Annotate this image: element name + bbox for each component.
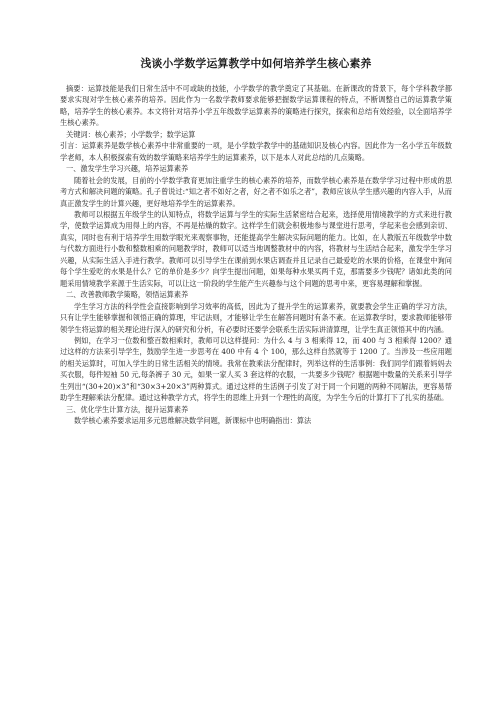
paragraph: 例如，在学习一位数和整百数相乘时，教师可以这样提问：为什么 4 与 3 相乘得 12，而 400 与 3 相乘得 1200？通过这样的方法来引导学生，鼓励学生进一步思考在 400 中有 4 个 100，那么这样自然就等于 1200 了。当涉及一些应用题的相关运算时，可加入学生的日常生活相关的情境。我常在教乘法分配律时，列举这样的生活事例：我们同学们跟着妈妈去买衣服，每件短袖 50 元,每条裤子 30 元，如果一家人买 3 套这样的衣服，一共要多少钱呢？根据题中数量的关系来引导学生列出“(30+20)×3”和“30×3+20×3”两种算式。通过这样的生活例子引发了对于同一个问题的两种不同解法，更容易帮助学生理解乘法分配律。通过这种教学方式，将学生的思维上升到一个理性的高度，为学生今后的计算打下了扎实的基础。: [60, 335, 452, 403]
paragraph: 关键词：核心素养；小学数学；数学运算: [66, 129, 196, 139]
paragraph: 摘要：运算技能是我们日常生活中不可或缺的技能，小学数学的教学奠定了其基础。在新课改的背景下，每个学科教学都要求实现对学生核心素养的培养。因此作为一名数学教师要求能够把握数学运算课程的特点，不断调整自己的运算教学策略，培养学生的核心素养。本文将针对培养小学五年级数学运算素养的策略进行探究，探索和总结有效经验，以全面培养学生核心素养。: [60, 84, 452, 128]
document-title: 浅谈小学数学运算教学中如何培养学生核心素养: [140, 57, 372, 70]
paragraph: 随着社会的发展，目前的小学数学教育更加注重学生的核心素养的培养，而数学核心素养是在数学学习过程中形成的思考方式和解决问题的策略。孔子曾说过:“知之者不如好之者，好之者不如乐之者”，教师应该从学生感兴趣的内容入手，从而真正激发学生的计算兴趣，更好地培养学生的运算素养。: [60, 175, 452, 208]
paragraph: 引言：运算素养是数学核心素养中非常重要的一项，是小学数学教学中的基础知识及核心内容。因此作为一名小学五年级数学老师，本人积极探索有效的数学策略来培养学生的运算素养，以下是本人对此总结的几点策略。: [60, 141, 452, 162]
paragraph: 数学核心素养要求运用多元思维解决数学问题，新课标中也明确指出：算法: [74, 416, 312, 426]
section-heading: 一、激发学生学习兴趣，培养运算素养: [66, 164, 189, 174]
paragraph: 教师可以根据五年级学生的认知特点，将数学运算与学生的实际生活紧密结合起来，选择使用情境教学的方式来进行教学，使数学运算成为用得上的内容，不再是枯燥的数字。这样学生们就会积极地参与课堂进行思考，学起来也会感到亲切、真实，同时也有利于培养学生用数学眼光来观察事物，还能提高学生解决实际问题的能力。比如，在人教版五年级数学中数与代数方面进行小数和整数相乘的问题教学时，教师可以适当地调整教材中的内容，将教材与生活结合起来，激发学生学习兴趣，从实际生活入手进行教学。教师可以引导学生在课前到水果店调查并且记录自己最爱吃的水果的价格，在课堂中询问每个学生爱吃的水果是什么？它的单价是多少？向学生提出问题，如果每种水果买两千克，那需要多少钱呢？诸如此类的问题采用情境教学来源于生活实际，可以让这一阶段的学生能产生兴趣参与这个问题的思考中来，更容易理解和掌握。: [60, 209, 452, 288]
document-body: [60, 83, 452, 427]
section-heading: 三、优化学生计算方法，提升运算素养: [66, 404, 189, 414]
section-heading: 二、改善教师教学策略，领悟运算素养: [66, 290, 189, 300]
paragraph: 学生学习方法的科学性会直接影响到学习效率的高低，因此为了提升学生的运算素养，就要教会学生正确的学习方法，只有让学生能够掌握和领悟正确的算理，牢记法则，才能够让学生在解答问题时有条不紊。在运算教学时，要求教师能够带领学生将运算的相关理论进行深入的研究和分析，有必要时还要学会联系生活实际讲清算理，让学生真正领悟其中的内涵。: [60, 301, 452, 334]
